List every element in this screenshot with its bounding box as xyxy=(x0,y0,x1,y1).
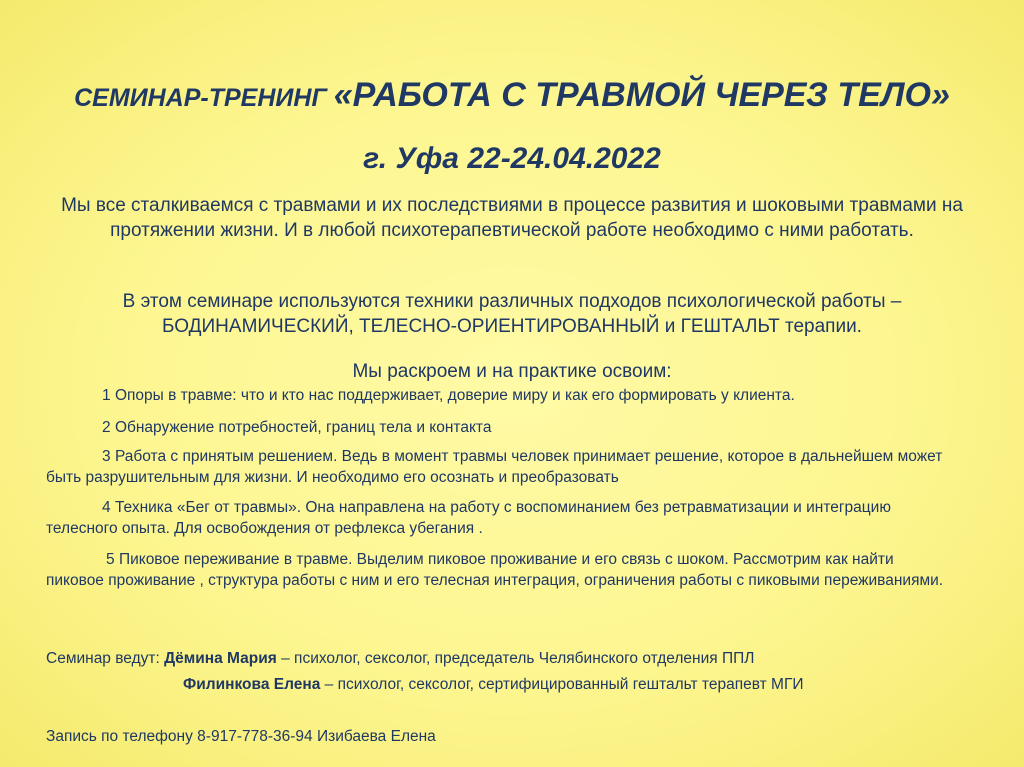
item-number: 4 xyxy=(102,499,111,516)
item-text: Обнаружение потребностей, границ тела и контакта xyxy=(114,419,492,436)
methods-paragraph: В этом семинаре используются техники различных подходов психологической работы – БОДИНАМИЧЕСКИЙ, ТЕЛЕСНО-ОРИЕНТИРОВАННЫЙ и ГЕШТАЛЬТ терапии. xyxy=(122,291,902,337)
item-text: Опоры в травме: что и кто нас поддерживает, доверие миру и как его формировать у клиента. xyxy=(114,387,795,404)
title-prefix: СЕМИНАР-ТРЕНИНГ xyxy=(74,84,334,112)
leader-1-name: Дёмина Мария xyxy=(164,650,277,667)
leader-line-2 xyxy=(183,674,1024,695)
slide-title xyxy=(0,76,1024,115)
practice-heading: Мы раскроем и на практике освоим: xyxy=(352,361,672,382)
list-item xyxy=(46,417,946,438)
item-text: Работа с принятым решением. Ведь в момент травмы человек принимает решение, которое в дальнейшем может быть разрушительным для жизни. И необходимо его осознать и преобразовать xyxy=(46,448,943,486)
item-number: 3 xyxy=(102,448,111,465)
title-main: «РАБОТА С ТРАВМОЙ ЧЕРЕЗ ТЕЛО» xyxy=(333,76,950,114)
item-number: 5 xyxy=(106,551,115,568)
intro-paragraph: Мы все сталкиваемся с травмами и их последствиями в процессе развития и шоковыми травмами на протяжении жизни. И в любой психотерапевтической работе необходимо с ними работать. xyxy=(61,195,963,241)
item-number: 1 xyxy=(102,387,111,404)
item-number: 2 xyxy=(102,419,111,436)
item-text: Техника «Бег от травмы». Она направлена на работу с воспоминанием без ретравматизации и интеграцию телесного опыта. Для освобождения от рефлекса убегания . xyxy=(46,499,891,537)
list-item xyxy=(46,446,946,488)
leader-2-name: Филинкова Елена xyxy=(183,676,321,693)
leader-line-1 xyxy=(46,648,986,669)
list-item xyxy=(46,497,946,539)
item-text: Пиковое переживание в травме. Выделим пиковое проживание и его связь с шоком. Рассмотрим как найти пиковое проживание , структура работы с ним и его телесная интеграция, ограничения работы с пиковыми переживаниями. xyxy=(46,551,944,589)
leader-1-description: – психолог, сексолог, председатель Челябинского отделения ППЛ xyxy=(276,650,755,667)
list-item xyxy=(46,549,946,591)
leaders-label: Семинар ведут: xyxy=(46,650,165,667)
slide-subtitle: г. Уфа 22-24.04.2022 xyxy=(363,142,661,175)
list-item xyxy=(46,385,946,406)
leader-2-description: – психолог, сексолог, сертифицированный гештальт терапевт МГИ xyxy=(320,676,804,693)
signup-line: Запись по телефону 8-917-778-36-94 Изибаева Елена xyxy=(46,728,436,745)
